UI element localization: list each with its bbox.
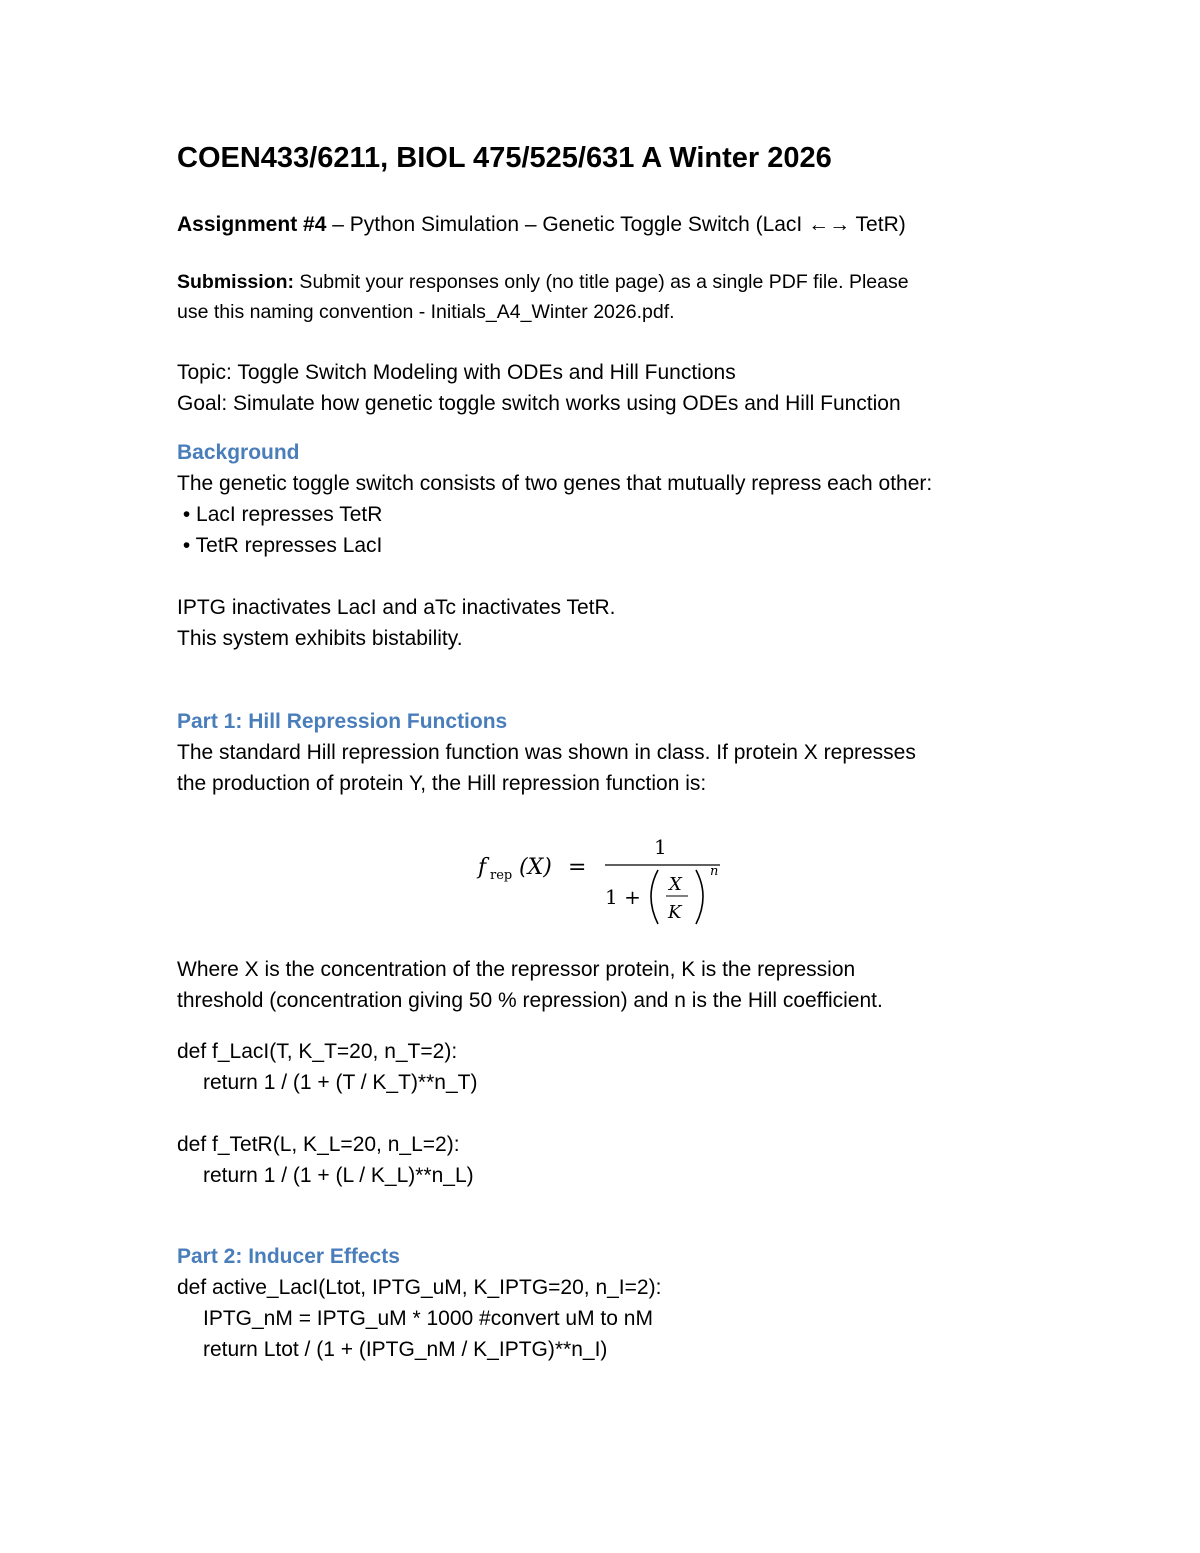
hill-repression-formula <box>478 830 738 930</box>
part1-line-2: the production of protein Y, the Hill repression function is: <box>177 772 707 795</box>
formula-numerator: 1 <box>654 835 667 859</box>
submission-label: Submission: <box>177 271 295 293</box>
part1-section <box>177 706 916 799</box>
part1-line-1: The standard Hill repression function was shown in class. If protein X represses <box>177 741 916 764</box>
code-line: def f_TetR(L, K_L=20, n_L=2): <box>177 1133 460 1156</box>
formula-x: X <box>669 874 682 895</box>
assignment-text: – Python Simulation – Genetic Toggle Switch (LacI ←→ TetR) <box>326 213 906 236</box>
part1-where-block <box>177 954 883 1016</box>
code-line: return 1 / (1 + (L / K_L)**n_L) <box>203 1164 474 1187</box>
formula-subscript: rep <box>490 868 513 883</box>
topic-goal-block <box>177 357 901 419</box>
code-line: return Ltot / (1 + (IPTG_nM / K_IPTG)**n_I) <box>203 1338 608 1361</box>
background-intro: The genetic toggle switch consists of two genes that mutually repress each other: <box>177 472 933 495</box>
formula-svg <box>478 830 738 930</box>
part2-heading: Part 2: Inducer Effects <box>177 1245 400 1268</box>
topic-line: Topic: Toggle Switch Modeling with ODEs and Hill Functions <box>177 361 736 384</box>
right-paren <box>696 870 703 924</box>
background-section <box>177 437 932 654</box>
formula-k: K <box>668 902 682 923</box>
bullet-item: • LacI represses TetR <box>177 503 383 526</box>
part1-heading: Part 1: Hill Repression Functions <box>177 710 508 733</box>
formula-f: f <box>478 855 487 880</box>
formula-exponent: n <box>710 864 719 879</box>
part2-section <box>177 1241 661 1365</box>
goal-line: Goal: Simulate how genetic toggle switch works using ODEs and Hill Function <box>177 392 901 415</box>
submission-block <box>177 267 909 327</box>
bullet-item: • TetR represses LacI <box>177 534 383 557</box>
assignment-label: Assignment #4 <box>177 213 327 236</box>
formula-equals: = <box>568 855 587 880</box>
code-line: IPTG_nM = IPTG_uM * 1000 #convert uM to nM <box>203 1307 653 1330</box>
background-line-2: This system exhibits bistability. <box>177 627 463 650</box>
background-line-1: IPTG inactivates LacI and aTc inactivates TetR. <box>177 596 616 619</box>
code-line: def f_LacI(T, K_T=20, n_T=2): <box>177 1040 458 1063</box>
code-block-f-tetr <box>177 1129 474 1191</box>
code-line: return 1 / (1 + (T / K_T)**n_T) <box>203 1071 478 1094</box>
formula-denominator-prefix: 1 + <box>605 885 641 909</box>
submission-line-2: use this naming convention - Initials_A4_Winter 2026.pdf. <box>177 301 675 323</box>
code-line: def active_LacI(Ltot, IPTG_uM, K_IPTG=20, n_I=2): <box>177 1276 662 1299</box>
where-line-2: threshold (concentration giving 50 % repression) and n is the Hill coefficient. <box>177 989 883 1012</box>
left-paren <box>651 870 658 924</box>
formula-arg: (X) <box>519 855 552 880</box>
submission-line-1: Submit your responses only (no title page) as a single PDF file. Please <box>294 271 909 293</box>
assignment-line <box>177 209 906 240</box>
where-line-1: Where X is the concentration of the repressor protein, K is the repression <box>177 958 856 981</box>
background-heading: Background <box>177 441 300 464</box>
document-title: COEN433/6211, BIOL 475/525/631 A Winter 2026 <box>177 142 832 174</box>
code-block-f-laci <box>177 1036 477 1098</box>
